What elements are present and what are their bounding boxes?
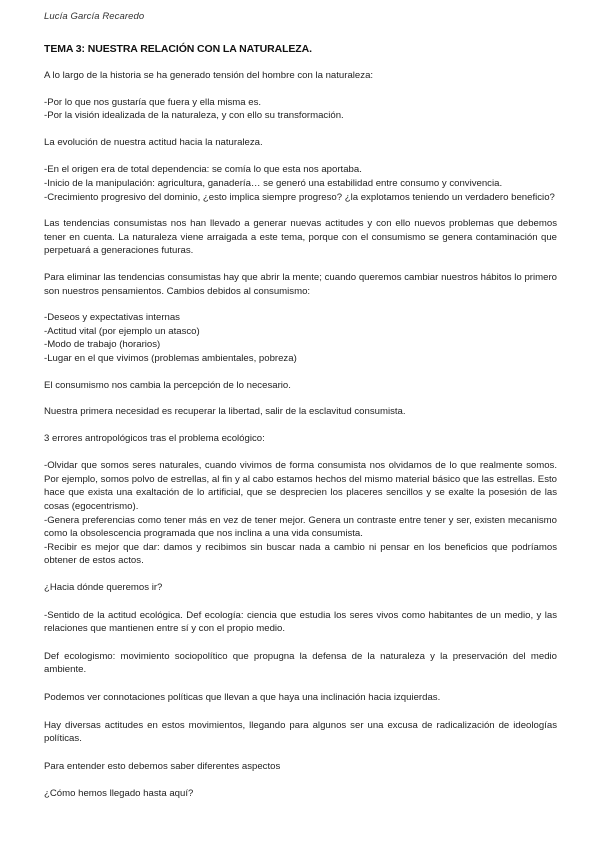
- author-header: Lucía García Recaredo: [44, 11, 145, 22]
- paragraph: 3 errores antropológicos tras el problema ecológico:: [44, 432, 265, 444]
- list-item: -Por la visión idealizada de la naturaleza, y con ello su transformación.: [44, 110, 344, 122]
- paragraph: ¿Hacia dónde queremos ir?: [44, 582, 163, 594]
- list-item: -Genera preferencias como tener más en vez de tener mejor. Genera un contraste entre tener y ser, existen mecanismo como la obsolescencia programada que nos inclina a una vida consumista.: [44, 514, 557, 540]
- paragraph: ¿Cómo hemos llegado hasta aquí?: [44, 788, 194, 800]
- list-item: -Inicio de la manipulación: agricultura, ganadería… se generó una estabilidad entre consumo y convivencia.: [44, 177, 503, 189]
- list-item: -Sentido de la actitud ecológica. Def ecología: ciencia que estudia los seres vivos como habitantes de un medio, y las relaciones que mantienen entre sí y con el propio medio.: [44, 609, 557, 635]
- list-item: -Crecimiento progresivo del dominio, ¿esto implica siempre progreso? ¿la explotamos teniendo un verdadero beneficio?: [44, 191, 555, 203]
- list-item: -Olvidar que somos seres naturales, cuando vivimos de forma consumista nos olvidamos de lo que realmente somos. Por ejemplo, somos polvo de estrellas, al fin y al cabo estamos hechos del mismo material básico que las estrellas. Esto hace que exista una exaltación de lo artificial, que se desprecien los placeres sencillos y se exalte la posesión de las cosas (egocentrismo).: [44, 460, 557, 513]
- paragraph: El consumismo nos cambia la percepción de lo necesario.: [44, 379, 291, 391]
- document-title: TEMA 3: NUESTRA RELACIÓN CON LA NATURALEZA.: [44, 43, 312, 55]
- paragraph: Para entender esto debemos saber diferentes aspectos: [44, 760, 281, 772]
- document-body: [44, 69, 557, 801]
- paragraph: A lo largo de la historia se ha generado tensión del hombre con la naturaleza:: [44, 70, 374, 81]
- paragraph: Para eliminar las tendencias consumistas hay que abrir la mente; cuando queremos cambiar nuestros hábitos lo primero son nuestros pensamientos. Cambios debidos al consumismo:: [44, 271, 557, 297]
- list-item: -Actitud vital (por ejemplo un atasco): [44, 325, 200, 337]
- paragraph: Las tendencias consumistas nos han llevado a generar nuevas actitudes y con ello nuevos problemas que debemos tener en cuenta. La naturaleza viene arraigada a este tema, porque con el consumismo se genera contaminación que perpetuará a generaciones futuras.: [44, 218, 557, 257]
- paragraph: Def ecologismo: movimiento sociopolítico que propugna la defensa de la naturaleza y la preservación del medio ambiente.: [44, 650, 557, 676]
- list-item: -Por lo que nos gustaría que fuera y ella misma es.: [44, 96, 262, 108]
- list-item: -Recibir es mejor que dar: damos y recibimos sin buscar nada a cambio ni pensar en los beneficios que podríamos obtener de estos actos.: [44, 541, 557, 567]
- paragraph: Nuestra primera necesidad es recuperar la libertad, salir de la esclavitud consumista.: [44, 406, 406, 418]
- paragraph: Hay diversas actitudes en estos movimientos, llegando para algunos ser una excusa de radicalización de ideologías políticas.: [44, 719, 557, 745]
- paragraph: Podemos ver connotaciones políticas que llevan a que haya una inclinación hacia izquierdas.: [44, 692, 441, 703]
- paragraph: La evolución de nuestra actitud hacia la naturaleza.: [44, 136, 263, 148]
- list-item: -En el origen era de total dependencia: se comía lo que esta nos aportaba.: [44, 164, 362, 176]
- list-item: -Modo de trabajo (horarios): [44, 339, 161, 351]
- list-item: -Lugar en el que vivimos (problemas ambientales, pobreza): [44, 352, 297, 364]
- list-item: -Deseos y expectativas internas: [44, 312, 180, 324]
